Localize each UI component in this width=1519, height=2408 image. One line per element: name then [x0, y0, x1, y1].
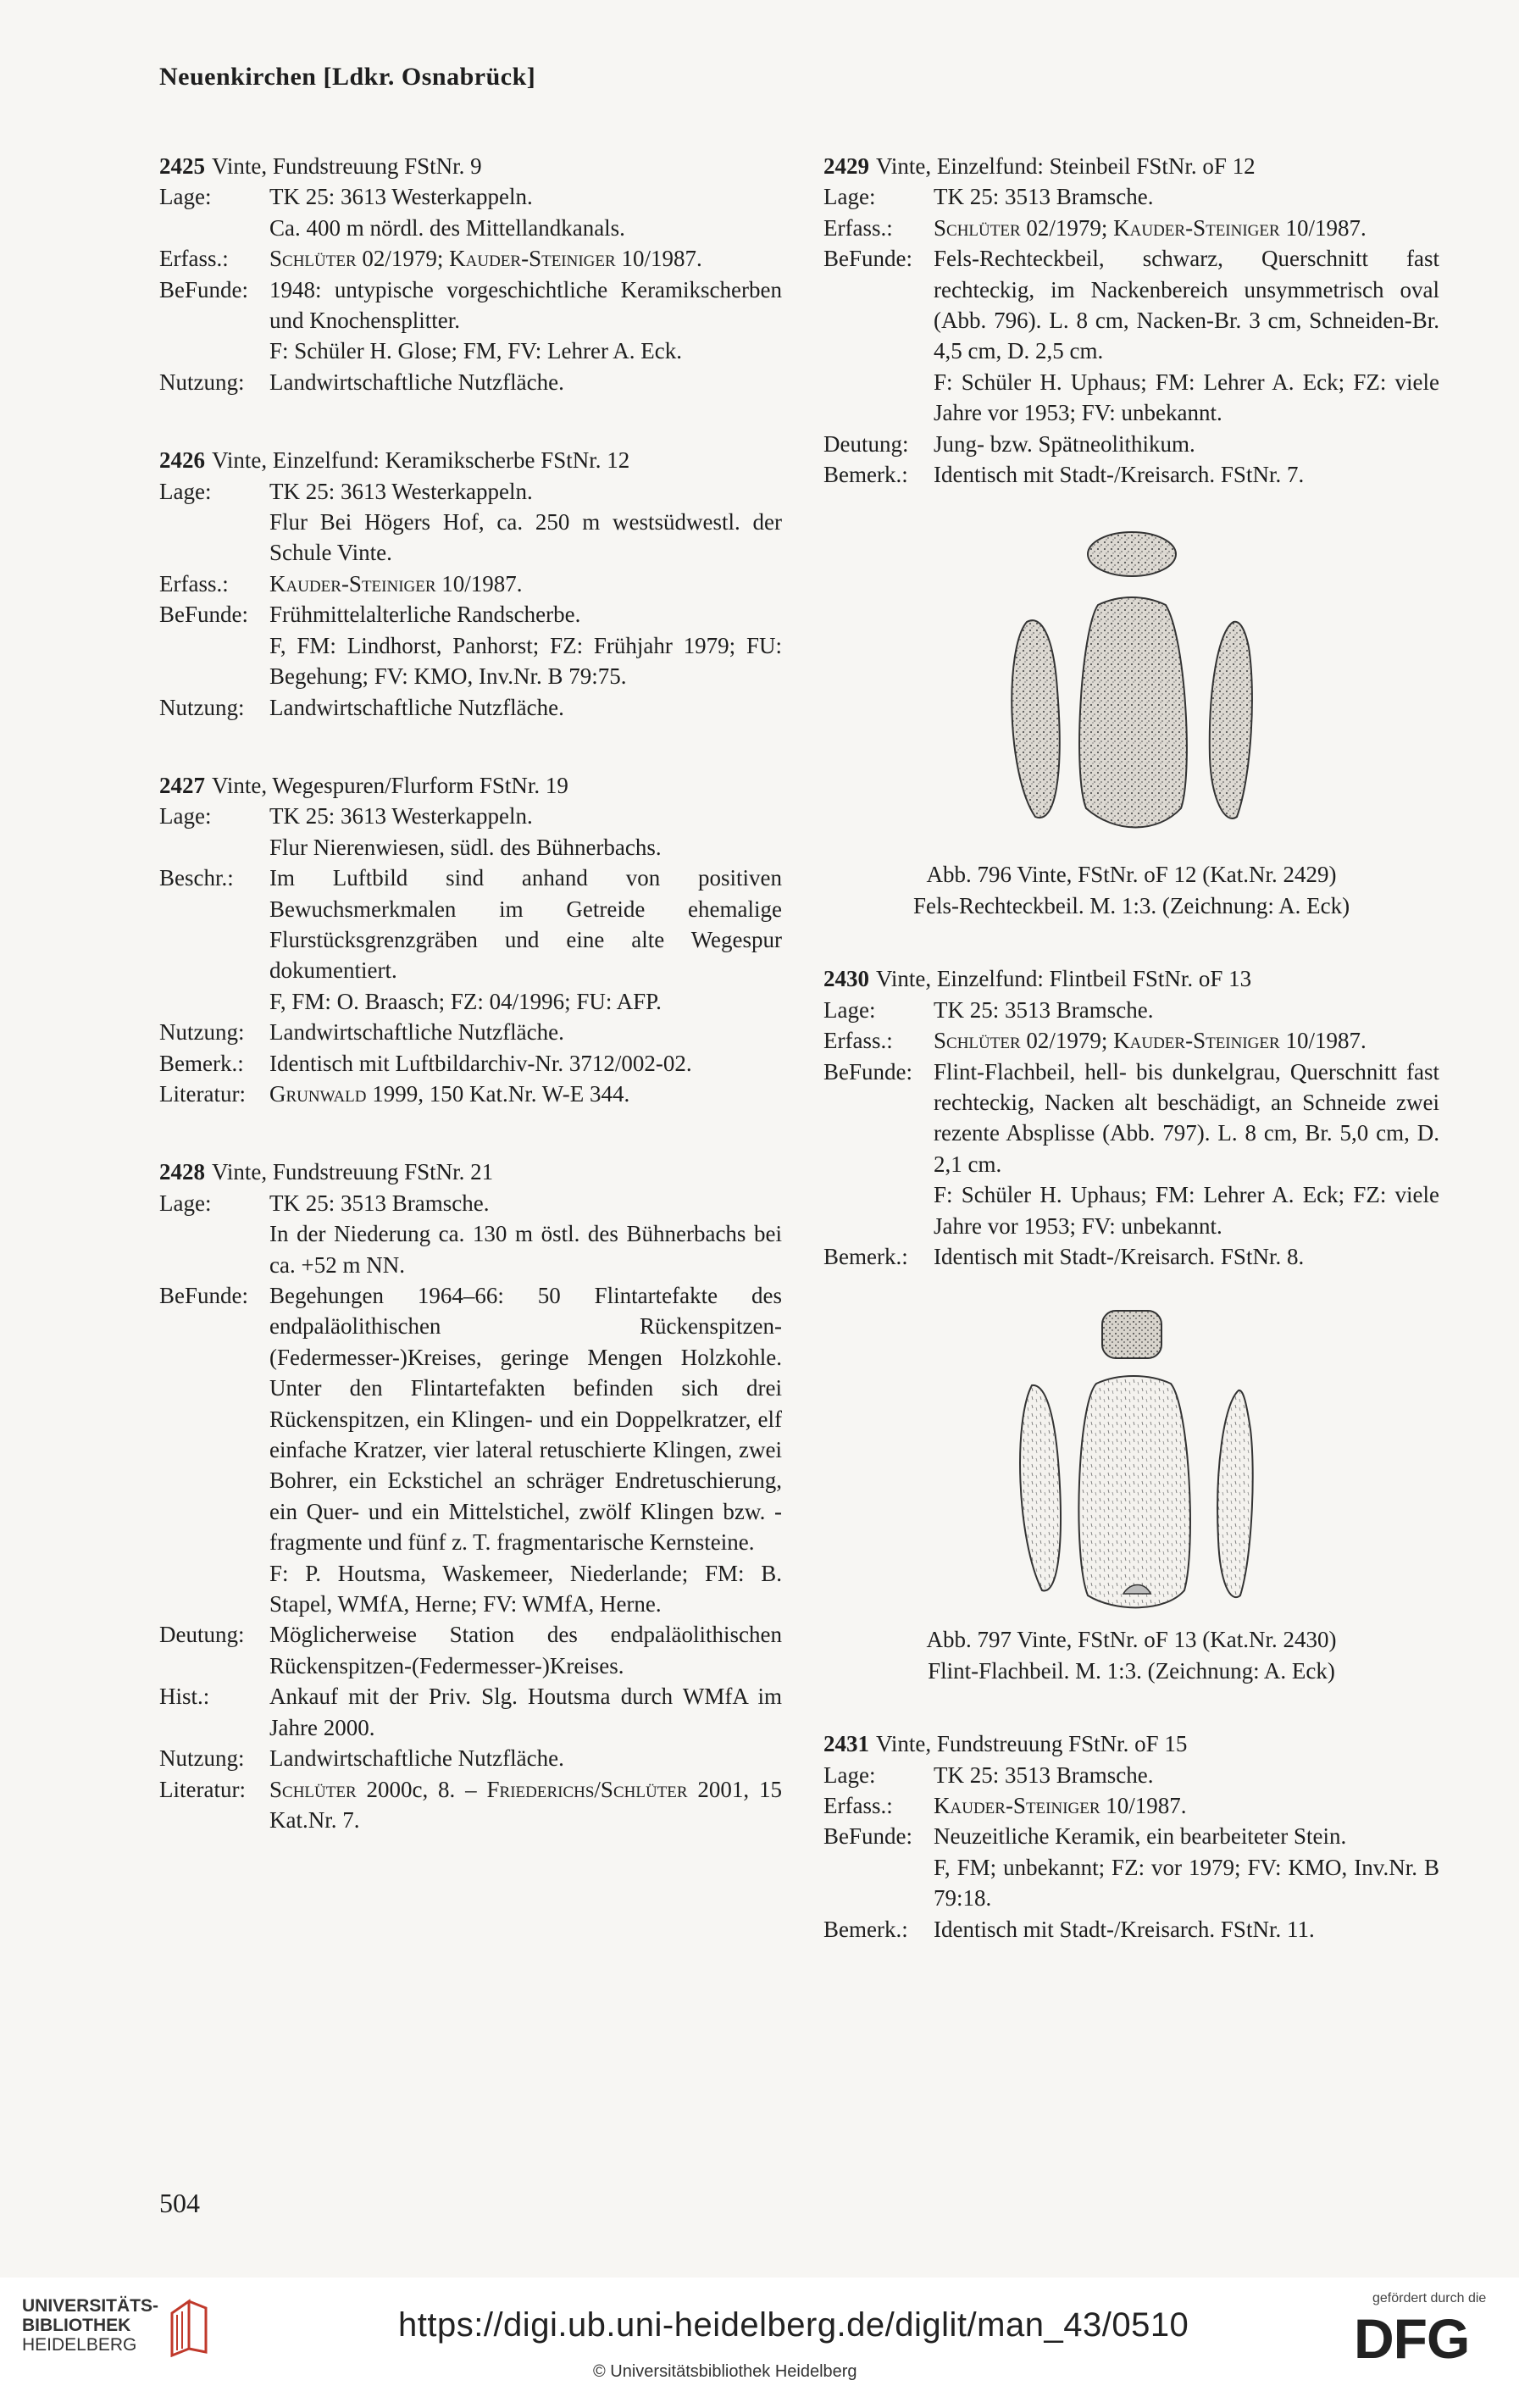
right-column [823, 151, 1439, 1992]
field-value: Möglicherweise Station des endpaläolithischen Rückenspitzen-(Federmesser-)Kreises. [269, 1622, 782, 1678]
field-lage [159, 801, 782, 863]
finder-info: F: Schüler H. Glose; FM, FV: Lehrer A. Eck. [269, 338, 682, 364]
field-label: Erfass.: [823, 1028, 893, 1054]
dfg-logo[interactable]: DFG [1354, 2307, 1470, 2370]
entry-number: 2431 [823, 1731, 869, 1757]
entry-heading [823, 963, 1439, 994]
author-name: Kauder-Steiniger [1113, 1028, 1280, 1054]
entry-2427 [159, 770, 782, 1109]
field-label: BeFunde: [823, 246, 912, 272]
lage-line: Flur Nierenwiesen, südl. des Bühnerbachs. [269, 834, 662, 860]
field-label: Nutzung: [159, 694, 245, 720]
entry-heading [823, 1728, 1439, 1759]
field-label: Deutung: [159, 1622, 245, 1648]
field-label: Beschr.: [159, 865, 234, 891]
field-value [934, 213, 1439, 243]
entry-number: 2428 [159, 1159, 205, 1185]
field-value: Landwirtschaftliche Nutzfläche. [269, 369, 564, 395]
author-name: Schlüter [269, 246, 357, 272]
caption-line: Flint-Flachbeil. M. 1:3. (Zeichnung: A. Eck) [928, 1657, 1335, 1684]
field-value: Landwirtschaftliche Nutzfläche. [269, 1745, 564, 1772]
caption-line: Fels-Rechteckbeil. M. 1:3. (Zeichnung: A. Eck) [912, 892, 1350, 918]
field-label: Erfass.: [823, 214, 893, 241]
field-bemerk [823, 1914, 1439, 1945]
entry-number: 2427 [159, 772, 205, 798]
author-name: Kauder-Steiniger [1113, 214, 1280, 241]
entry-number: 2426 [159, 447, 205, 474]
field-label: Lage: [159, 478, 212, 504]
finder-info: F: Schüler H. Uphaus; FM: Lehrer A. Eck; FZ: viele Jahre vor 1953; FV: unbekannt. [934, 1182, 1439, 1239]
field-value: Identisch mit Luftbildarchiv-Nr. 3712/002-02. [269, 1050, 692, 1076]
text: 1999, 150 Kat.Nr. W-E 344. [366, 1080, 630, 1107]
field-value [934, 1057, 1439, 1241]
befunde-text: Flint-Flachbeil, hell- bis dunkelgrau, Querschnitt fast rechteckig, Nacken alt beschädigt, an Schneide zwei rezente Absplisse (Abb. 797). L. 8 cm, Br. 5,0 cm, D. 2,1 cm. [934, 1058, 1439, 1177]
field-label: BeFunde: [823, 1823, 912, 1850]
field-literatur [159, 1079, 782, 1109]
field-erfass [823, 213, 1439, 243]
field-erfass [823, 1025, 1439, 1056]
entry-number: 2430 [823, 966, 869, 992]
befunde-text: 1948: untypische vorgeschichtliche Keramikscherben und Knochensplitter. [269, 276, 782, 334]
field-label: Bemerk.: [823, 1916, 908, 1942]
entry-title: Vinte, Einzelfund: Keramikscherbe FStNr. 12 [212, 447, 630, 474]
befunde-text: Begehungen 1964–66: 50 Flintartefakte des endpaläolithischen Rückenspitzen-(Federmesser-)Kreises, geringe Mengen Holzkohle. Unter den Flintartefakten befinden sich drei Rückenspitzen, ein Klingen- und ein Doppelkratzer, elf einfache Kratzer, vier lateral retuschierte Klingen, zwei Bohrer, ein Eckstichel an schräger Endretuschierung, ein Quer- und ein Mittelstichel, zwölf Klingen bzw. -fragmente und fünf z. T. fragmentarische Kernsteine. [269, 1283, 782, 1556]
author-name: Schlüter [269, 1776, 357, 1802]
field-literatur [159, 1774, 782, 1836]
lage-line: In der Niederung ca. 130 m östl. des Bühnerbachs bei ca. +52 m NN. [269, 1221, 782, 1278]
finder-info: F, FM: Lindhorst, Panhorst; FZ: Frühjahr 1979; FU: Begehung; FV: KMO, Inv.Nr. B 79:75. [269, 632, 782, 690]
text: 10/1987. [1279, 1028, 1367, 1054]
field-label: Bemerk.: [159, 1050, 244, 1076]
field-label: Erfass.: [159, 570, 229, 596]
field-value [934, 243, 1439, 428]
running-head: Neuenkirchen [Ldkr. Osnabrück] [159, 63, 536, 91]
figure-797 [823, 1302, 1439, 1686]
field-value [934, 1821, 1439, 1913]
field-label: Literatur: [159, 1080, 246, 1107]
field-value [269, 1079, 782, 1109]
field-value: Landwirtschaftliche Nutzfläche. [269, 694, 564, 720]
field-label: Nutzung: [159, 1745, 245, 1772]
library-name-line: UNIVERSITÄTS- [22, 2296, 159, 2316]
entry-heading [823, 151, 1439, 181]
field-value: TK 25: 3513 Bramsche. [934, 1762, 1154, 1788]
text: 10/1987. [615, 246, 702, 272]
field-erfass [159, 243, 782, 274]
field-value [934, 1790, 1439, 1821]
field-label: BeFunde: [159, 276, 248, 302]
field-befunde [159, 599, 782, 691]
field-label: Deutung: [823, 430, 909, 457]
field-deutung [823, 429, 1439, 459]
befunde-text: Fels-Rechteckbeil, schwarz, Querschnitt fast rechteckig, im Nackenbereich unsymmetrisch oval (Abb. 796). L. 8 cm, Nacken-Br. 3 cm, Schneiden-Br. 4,5 cm, D. 2,5 cm. [934, 246, 1439, 364]
field-value [269, 569, 782, 599]
field-value [269, 1280, 782, 1619]
field-value: Identisch mit Stadt-/Kreisarch. FStNr. 8. [934, 1243, 1305, 1269]
entry-heading [159, 151, 782, 181]
field-label: Nutzung: [159, 369, 245, 395]
author-name: Kauder-Steiniger [934, 1792, 1100, 1818]
author-name: Kauder-Steiniger [269, 570, 436, 596]
field-nutzung [159, 1743, 782, 1773]
entry-2426 [159, 445, 782, 723]
entry-title: Vinte, Einzelfund: Flintbeil FStNr. oF 13 [876, 966, 1252, 992]
left-column [159, 151, 782, 1883]
field-label: Nutzung: [159, 1019, 245, 1046]
field-value [269, 275, 782, 367]
field-befunde [823, 1821, 1439, 1913]
author-name: Schlüter [934, 1028, 1021, 1054]
field-nutzung [159, 692, 782, 723]
field-label: Lage: [823, 184, 876, 210]
field-lage [823, 181, 1439, 212]
field-befunde [823, 1057, 1439, 1241]
text: 2000c, 8. – [356, 1776, 487, 1802]
entry-heading [159, 1157, 782, 1187]
field-bemerk [823, 1241, 1439, 1272]
finder-info: F, FM; unbekannt; FZ: vor 1979; FV: KMO, Inv.Nr. B 79:18. [934, 1854, 1439, 1911]
caption-line: Abb. 796 Vinte, FStNr. oF 12 (Kat.Nr. 2429) [926, 862, 1337, 888]
entry-title: Vinte, Fundstreuung FStNr. 9 [212, 153, 482, 179]
field-hist [159, 1681, 782, 1743]
lage-line: TK 25: 3613 Westerkappeln. [269, 478, 533, 504]
library-logo[interactable] [22, 2296, 211, 2357]
field-value [269, 181, 782, 243]
entry-heading [159, 445, 782, 475]
field-label: Erfass.: [823, 1792, 893, 1818]
field-value [269, 1188, 782, 1280]
field-label: Lage: [823, 996, 876, 1023]
author-name: Kauder-Steiniger [449, 246, 616, 272]
finder-info: F, FM: O. Braasch; FZ: 04/1996; FU: AFP. [269, 988, 662, 1014]
lage-line: TK 25: 3613 Westerkappeln. [269, 184, 533, 210]
text: 10/1987. [435, 570, 523, 596]
field-value [269, 1774, 782, 1836]
caption-line: Abb. 797 Vinte, FStNr. oF 13 (Kat.Nr. 2430) [926, 1627, 1337, 1653]
page-number: 504 [159, 2188, 200, 2218]
flint-axe-drawing [954, 1302, 1310, 1624]
field-lage [159, 476, 782, 569]
field-label: BeFunde: [159, 1283, 248, 1308]
field-value: TK 25: 3513 Bramsche. [934, 996, 1154, 1023]
field-label: Bemerk.: [823, 462, 908, 488]
author-name: Grunwald [269, 1080, 367, 1107]
document-url-link[interactable]: https://digi.ub.uni-heidelberg.de/diglit/man_43/0510 [398, 2306, 1189, 2344]
field-nutzung [159, 1017, 782, 1047]
footer-bar [0, 2278, 1519, 2408]
entry-title: Vinte, Einzelfund: Steinbeil FStNr. oF 12 [876, 153, 1256, 179]
library-name-line: BIBLIOTHEK [22, 2316, 131, 2335]
field-lage [159, 1188, 782, 1280]
text: 10/1987. [1279, 214, 1367, 241]
field-beschr [159, 863, 782, 1017]
field-label: Erfass.: [159, 246, 229, 272]
entry-2431 [823, 1728, 1439, 1945]
field-label: BeFunde: [159, 602, 248, 628]
befunde-text: Frühmittelalterliche Randscherbe. [269, 602, 581, 628]
author-name: Schlüter [934, 214, 1021, 241]
lage-line: TK 25: 3513 Bramsche. [269, 1190, 490, 1216]
entry-2428 [159, 1157, 782, 1835]
text: 02/1979; [1020, 1028, 1114, 1054]
library-book-icon [167, 2296, 211, 2357]
library-name-line: HEIDELBERG [22, 2335, 137, 2355]
field-label: Lage: [159, 1190, 212, 1216]
entry-heading [159, 770, 782, 801]
figure-caption [823, 859, 1439, 921]
text: 02/1979; [1020, 214, 1114, 241]
field-label: Lage: [159, 803, 212, 829]
field-erfass [823, 1790, 1439, 1821]
field-befunde [823, 243, 1439, 428]
stone-axe-drawing [954, 520, 1310, 859]
text: 10/1987. [1100, 1792, 1187, 1818]
text: 2001, 15 Kat.Nr. 7. [269, 1776, 783, 1833]
entry-title: Vinte, Fundstreuung FStNr. 21 [212, 1159, 494, 1185]
field-bemerk [159, 1048, 782, 1079]
field-value [269, 243, 782, 274]
befunde-text: Neuzeitliche Keramik, ein bearbeiteter Stein. [934, 1823, 1347, 1850]
field-value [269, 476, 782, 569]
field-lage [823, 995, 1439, 1025]
field-deutung [159, 1619, 782, 1681]
copyright-notice: © Universitätsbibliothek Heidelberg [593, 2362, 857, 2381]
field-value [269, 863, 782, 1017]
text: 02/1979; [356, 246, 450, 272]
field-label: Hist.: [159, 1684, 210, 1710]
beschr-text: Im Luftbild sind anhand von positiven Bewuchsmerkmalen im Getreide ehemalige Flurstücksgrenzgräben und eine alte Wegespur dokumentiert. [269, 865, 782, 984]
field-bemerk [823, 459, 1439, 490]
field-value: TK 25: 3513 Bramsche. [934, 184, 1154, 210]
lage-line: TK 25: 3613 Westerkappeln. [269, 803, 533, 829]
field-label: BeFunde: [823, 1058, 912, 1085]
lage-line: Flur Bei Högers Hof, ca. 250 m westsüdwestl. der Schule Vinte. [269, 509, 782, 566]
field-lage [823, 1760, 1439, 1790]
field-label: Lage: [159, 184, 212, 210]
field-erfass [159, 569, 782, 599]
figure-796 [823, 520, 1439, 921]
field-befunde [159, 1280, 782, 1619]
finder-info: F: Schüler H. Uphaus; FM: Lehrer A. Eck; FZ: viele Jahre vor 1953; FV: unbekannt. [934, 369, 1439, 426]
field-label: Literatur: [159, 1776, 246, 1802]
figure-caption [823, 1624, 1439, 1686]
field-value [934, 1025, 1439, 1056]
field-nutzung [159, 367, 782, 397]
entry-number: 2429 [823, 153, 869, 179]
entry-title: Vinte, Fundstreuung FStNr. oF 15 [876, 1731, 1188, 1757]
entry-title: Vinte, Wegespuren/Flurform FStNr. 19 [212, 772, 568, 798]
library-name [22, 2296, 158, 2355]
field-value: Jung- bzw. Spätneolithikum. [934, 430, 1195, 457]
field-label: Bemerk.: [823, 1243, 908, 1269]
field-value [269, 801, 782, 863]
field-label: Lage: [823, 1762, 876, 1788]
dfg-funding-note: gefördert durch die [1372, 2291, 1487, 2305]
field-value: Ankauf mit der Priv. Slg. Houtsma durch WMfA im Jahre 2000. [269, 1684, 782, 1740]
field-value: Identisch mit Stadt-/Kreisarch. FStNr. 11. [934, 1916, 1315, 1942]
entry-2429 [823, 151, 1439, 490]
field-befunde [159, 275, 782, 367]
author-name: Friederichs/Schlüter [486, 1776, 688, 1802]
entry-number: 2425 [159, 153, 205, 179]
field-value: Identisch mit Stadt-/Kreisarch. FStNr. 7. [934, 462, 1305, 488]
field-value [269, 599, 782, 691]
field-lage [159, 181, 782, 243]
lage-line: Ca. 400 m nördl. des Mittellandkanals. [269, 214, 625, 241]
entry-2425 [159, 151, 782, 397]
finder-info: F: P. Houtsma, Waskemeer, Niederlande; FM: B. Stapel, WMfA, Herne; FV: WMfA, Herne. [269, 1560, 782, 1617]
field-value: Landwirtschaftliche Nutzfläche. [269, 1019, 564, 1046]
entry-2430 [823, 963, 1439, 1272]
